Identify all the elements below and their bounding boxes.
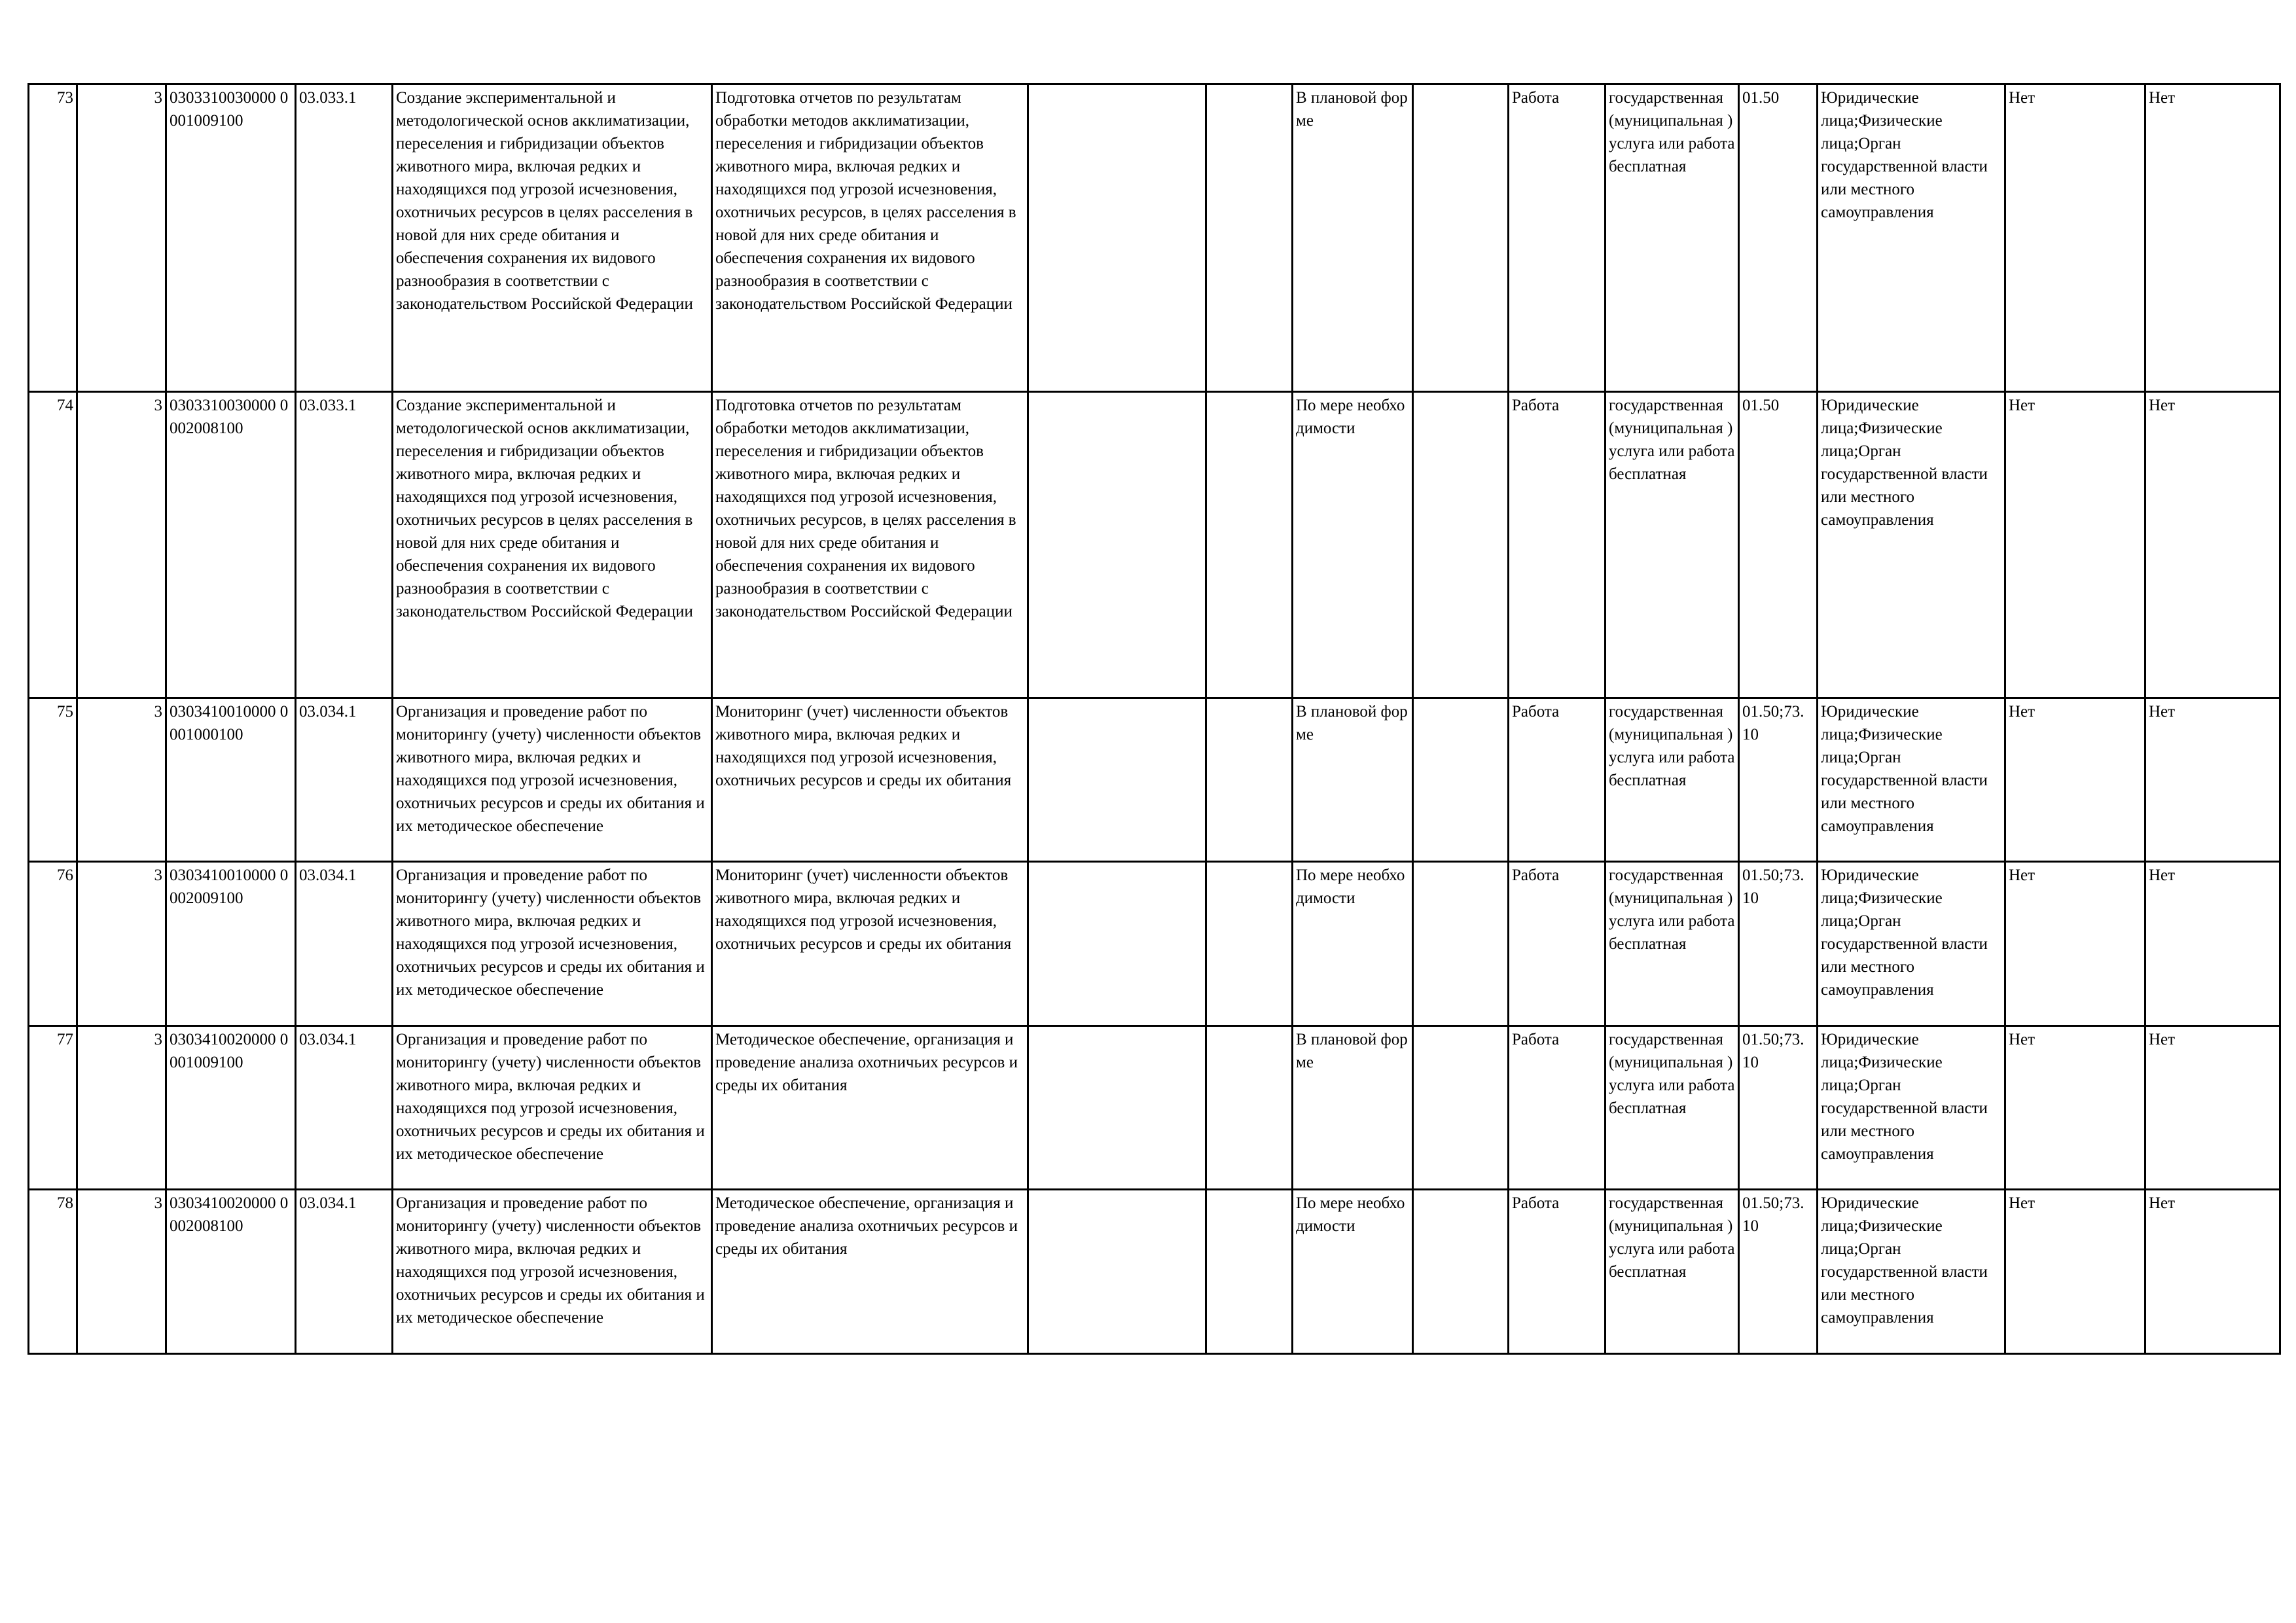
provision-form: По мере необходимости — [1293, 1190, 1413, 1354]
service-name: Организация и проведение работ по мониторингу (учету) численности объектов животного мира, включая редких и находящихся под угрозой исчезновения, охотничьих ресурсов и среды их обитания и их методическое обеспечение — [393, 1190, 712, 1354]
empty-cell — [1206, 1026, 1293, 1190]
flag-cell: Нет — [2145, 862, 2280, 1026]
okved-code: 01.50 — [1739, 84, 1818, 392]
service-name: Организация и проведение работ по мониторингу (учету) численности объектов животного мира, включая редких и находящихся под угрозой исчезновения, охотничьих ресурсов и среды их обитания и их методическое обеспечение — [393, 698, 712, 862]
service-type: Работа — [1509, 1190, 1605, 1354]
table-row — [29, 862, 2280, 1026]
empty-cell — [1206, 392, 1293, 698]
service-name: Создание экспериментальной и методологической основ акклиматизации, переселения и гибридизации объектов животного мира, включая редких и находящихся под угрозой исчезновения, охотничьих ресурсов в целях расселения в новой для них среде обитания и обеспечения сохранения их видового разнообразия в соответствии с законодательством Российской Федерации — [393, 84, 712, 392]
row-number: 78 — [29, 1190, 77, 1354]
flag-cell: Нет — [2145, 1190, 2280, 1354]
level-cell: 3 — [77, 392, 166, 698]
service-code: 03.033.1 — [296, 392, 393, 698]
empty-cell — [1413, 1026, 1509, 1190]
empty-cell — [1413, 862, 1509, 1026]
registry-table — [27, 83, 2281, 1355]
service-name: Организация и проведение работ по мониторингу (учету) численности объектов животного мира, включая редких и находящихся под угрозой исчезновения, охотничьих ресурсов и среды их обитания и их методическое обеспечение — [393, 1026, 712, 1190]
table-row — [29, 1026, 2280, 1190]
registry-code: 0303410020000 0001009100 — [166, 1026, 296, 1190]
empty-cell — [1413, 698, 1509, 862]
service-name: Организация и проведение работ по мониторингу (учету) численности объектов животного мира, включая редких и находящихся под угрозой исчезновения, охотничьих ресурсов и среды их обитания и их методическое обеспечение — [393, 862, 712, 1026]
flag-cell: Нет — [2145, 84, 2280, 392]
service-kind: государственная (муниципальная ) услуга или работа бесплатная — [1605, 1190, 1739, 1354]
service-content: Методическое обеспечение, организация и проведение анализа охотничьих ресурсов и среды их обитания — [712, 1026, 1028, 1190]
service-content: Подготовка отчетов по результатам обработки методов акклиматизации, переселения и гибридизации объектов животного мира, включая редких и находящихся под угрозой исчезновения, охотничьих ресурсов, в целях расселения в новой для них среде обитания и обеспечения сохранения их видового разнообразия в соответствии с законодательством Российской Федерации — [712, 84, 1028, 392]
service-type: Работа — [1509, 1026, 1605, 1190]
row-number: 73 — [29, 84, 77, 392]
service-type: Работа — [1509, 84, 1605, 392]
registry-code: 0303410010000 0001000100 — [166, 698, 296, 862]
empty-cell — [1028, 1190, 1206, 1354]
flag-cell: Нет — [2005, 1190, 2145, 1354]
registry-code: 0303310030000 0002008100 — [166, 392, 296, 698]
service-type: Работа — [1509, 392, 1605, 698]
row-number: 74 — [29, 392, 77, 698]
flag-cell: Нет — [2005, 84, 2145, 392]
service-code: 03.034.1 — [296, 698, 393, 862]
empty-cell — [1206, 1190, 1293, 1354]
okved-code: 01.50;73. 10 — [1739, 1190, 1818, 1354]
consumer-categories: Юридические лица;Физические лица;Орган государственной власти или местного самоуправления — [1818, 84, 2005, 392]
service-code: 03.034.1 — [296, 1190, 393, 1354]
table-body — [29, 84, 2280, 1354]
registry-code: 0303410020000 0002008100 — [166, 1190, 296, 1354]
provision-form: В плановой форме — [1293, 1026, 1413, 1190]
consumer-categories: Юридические лица;Физические лица;Орган государственной власти или местного самоуправления — [1818, 698, 2005, 862]
service-kind: государственная (муниципальная ) услуга или работа бесплатная — [1605, 698, 1739, 862]
service-type: Работа — [1509, 698, 1605, 862]
service-kind: государственная (муниципальная ) услуга или работа бесплатная — [1605, 392, 1739, 698]
consumer-categories: Юридические лица;Физические лица;Орган государственной власти или местного самоуправления — [1818, 1190, 2005, 1354]
service-content: Методическое обеспечение, организация и проведение анализа охотничьих ресурсов и среды их обитания — [712, 1190, 1028, 1354]
flag-cell: Нет — [2005, 392, 2145, 698]
provision-form: В плановой форме — [1293, 84, 1413, 392]
empty-cell — [1413, 84, 1509, 392]
level-cell: 3 — [77, 698, 166, 862]
empty-cell — [1028, 698, 1206, 862]
service-content: Мониторинг (учет) численности объектов животного мира, включая редких и находящихся под угрозой исчезновения, охотничьих ресурсов и среды их обитания — [712, 698, 1028, 862]
flag-cell: Нет — [2005, 698, 2145, 862]
service-code: 03.033.1 — [296, 84, 393, 392]
table-row — [29, 392, 2280, 698]
flag-cell: Нет — [2145, 392, 2280, 698]
empty-cell — [1028, 1026, 1206, 1190]
empty-cell — [1206, 698, 1293, 862]
service-code: 03.034.1 — [296, 862, 393, 1026]
row-number: 76 — [29, 862, 77, 1026]
table-row — [29, 698, 2280, 862]
okved-code: 01.50;73. 10 — [1739, 698, 1818, 862]
okved-code: 01.50 — [1739, 392, 1818, 698]
empty-cell — [1413, 392, 1509, 698]
table-row — [29, 84, 2280, 392]
row-number: 77 — [29, 1026, 77, 1190]
consumer-categories: Юридические лица;Физические лица;Орган государственной власти или местного самоуправления — [1818, 862, 2005, 1026]
registry-code: 0303310030000 0001009100 — [166, 84, 296, 392]
table-row — [29, 1190, 2280, 1354]
level-cell: 3 — [77, 862, 166, 1026]
empty-cell — [1028, 862, 1206, 1026]
level-cell: 3 — [77, 1190, 166, 1354]
service-kind: государственная (муниципальная ) услуга или работа бесплатная — [1605, 84, 1739, 392]
flag-cell: Нет — [2005, 862, 2145, 1026]
service-kind: государственная (муниципальная ) услуга или работа бесплатная — [1605, 862, 1739, 1026]
service-content: Подготовка отчетов по результатам обработки методов акклиматизации, переселения и гибридизации объектов животного мира, включая редких и находящихся под угрозой исчезновения, охотничьих ресурсов, в целях расселения в новой для них среде обитания и обеспечения сохранения их видового разнообразия в соответствии с законодательством Российской Федерации — [712, 392, 1028, 698]
empty-cell — [1413, 1190, 1509, 1354]
okved-code: 01.50;73. 10 — [1739, 1026, 1818, 1190]
empty-cell — [1028, 392, 1206, 698]
empty-cell — [1206, 862, 1293, 1026]
service-type: Работа — [1509, 862, 1605, 1026]
provision-form: В плановой форме — [1293, 698, 1413, 862]
empty-cell — [1028, 84, 1206, 392]
flag-cell: Нет — [2005, 1026, 2145, 1190]
consumer-categories: Юридические лица;Физические лица;Орган государственной власти или местного самоуправления — [1818, 392, 2005, 698]
okved-code: 01.50;73. 10 — [1739, 862, 1818, 1026]
service-kind: государственная (муниципальная ) услуга или работа бесплатная — [1605, 1026, 1739, 1190]
service-name: Создание экспериментальной и методологической основ акклиматизации, переселения и гибридизации объектов животного мира, включая редких и находящихся под угрозой исчезновения, охотничьих ресурсов в целях расселения в новой для них среде обитания и обеспечения сохранения их видового разнообразия в соответствии с законодательством Российской Федерации — [393, 392, 712, 698]
level-cell: 3 — [77, 84, 166, 392]
flag-cell: Нет — [2145, 698, 2280, 862]
service-code: 03.034.1 — [296, 1026, 393, 1190]
registry-code: 0303410010000 0002009100 — [166, 862, 296, 1026]
empty-cell — [1206, 84, 1293, 392]
provision-form: По мере необходимости — [1293, 392, 1413, 698]
level-cell: 3 — [77, 1026, 166, 1190]
provision-form: По мере необходимости — [1293, 862, 1413, 1026]
flag-cell: Нет — [2145, 1026, 2280, 1190]
row-number: 75 — [29, 698, 77, 862]
consumer-categories: Юридические лица;Физические лица;Орган государственной власти или местного самоуправления — [1818, 1026, 2005, 1190]
service-content: Мониторинг (учет) численности объектов животного мира, включая редких и находящихся под угрозой исчезновения, охотничьих ресурсов и среды их обитания — [712, 862, 1028, 1026]
